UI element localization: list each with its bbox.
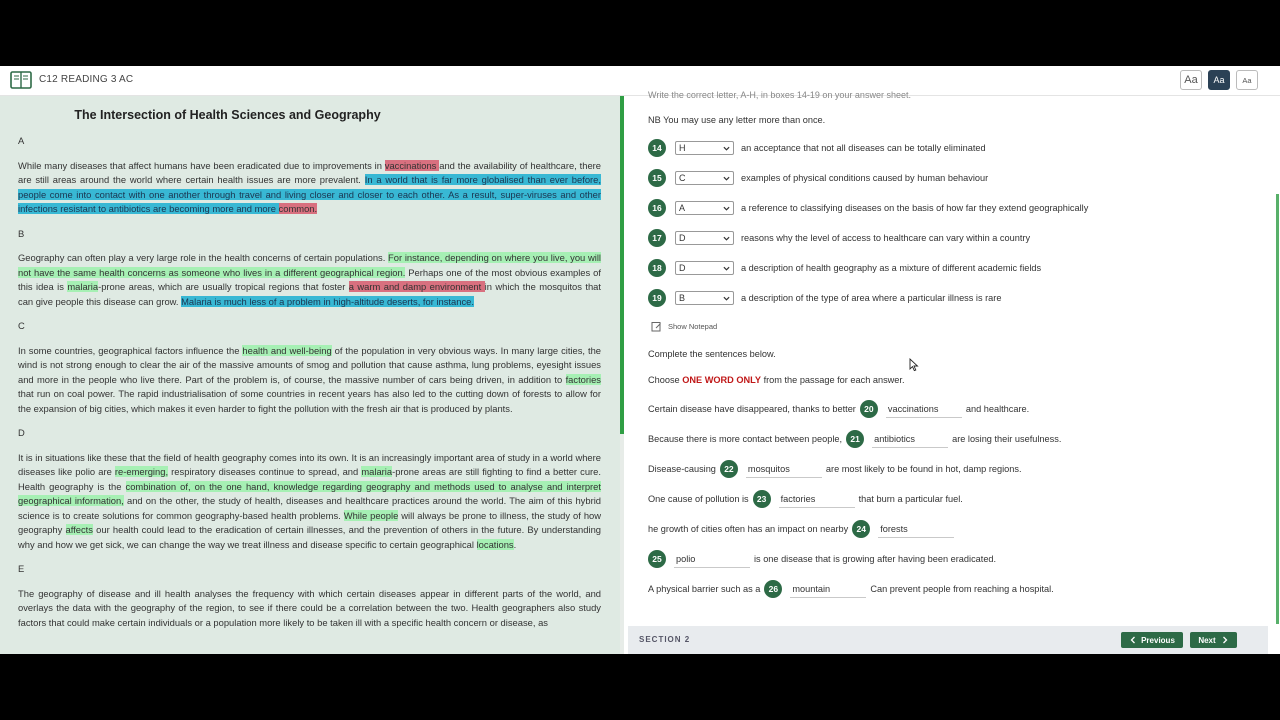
chevron-down-icon [723, 235, 730, 242]
question-number-badge: 16 [648, 199, 666, 217]
nb-note: NB You may use any letter more than once. [648, 115, 826, 125]
show-notepad-button[interactable] [651, 321, 717, 332]
answer-select[interactable]: D [675, 231, 734, 245]
matching-question-row [648, 289, 1001, 307]
highlight-red[interactable]: vaccinations [384, 159, 440, 171]
answer-input[interactable]: mountain [790, 581, 866, 598]
answer-select[interactable]: C [675, 171, 734, 185]
questions-pane[interactable] [626, 90, 1280, 654]
sentence-question-row: he growth of cities often has an impact on nearby 24 forests [648, 520, 958, 538]
section-letter-e: E [18, 563, 25, 574]
matching-question-row [648, 199, 1088, 217]
sentence-question-row: 25 polio is one disease that is growing after having been eradicated. [648, 550, 996, 568]
scrollbar[interactable] [1276, 194, 1279, 624]
pane-resize-handle[interactable] [620, 96, 624, 434]
answer-input[interactable]: polio [674, 551, 750, 568]
highlight-green[interactable]: health and well-being [242, 344, 332, 356]
paragraph-a: While many diseases that affect humans have been eradicated due to improvements in vaccinations and the availability of healthcare, there are still areas around the world where certain health issues are more prevalent. In a world that is far more globalised than ever before, people come into contact with one another through travel and living closer and closer to each other. As a result, super-viruses and other infections resistant to antibiotics are becoming more and more common. [18, 159, 601, 214]
question-number-badge: 19 [648, 289, 666, 307]
sentence-question-row: A physical barrier such as a 26 mountain Can prevent people from reaching a hospital. [648, 580, 1054, 598]
highlight-green[interactable]: malaria [361, 466, 393, 477]
highlight-green[interactable]: factories [565, 373, 601, 385]
previous-button[interactable]: Previous [1121, 632, 1183, 648]
question-text: a description of health geography as a mixture of different academic fields [741, 263, 1042, 273]
mouse-cursor-icon [909, 358, 919, 372]
section-label: SECTION 2 [639, 635, 691, 644]
sentence-question-row: Because there is more contact between people, 21 antibiotics are losing their usefulness. [648, 430, 1061, 448]
section-letter-a: A [18, 135, 25, 146]
question-text: a description of the type of area where a particular illness is rare [741, 293, 1002, 303]
question-text: a reference to classifying diseases on the basis of how far they extend geographically [741, 203, 1089, 213]
answer-input[interactable]: vaccinations [886, 401, 962, 418]
paragraph-e: The geography of disease and ill health analyses the frequency with which certain diseases appear in different parts of the world, and overlays the data with the geography of the region, to see if there could be a correlation between the two. Health geographers also study factors that could make certain individuals or a population more likely to be taken ill with a specific health concern or disease, as [18, 587, 601, 628]
highlight-green[interactable]: While people [343, 509, 399, 521]
font-size-large-button[interactable]: Aa [1180, 70, 1202, 90]
top-header [0, 66, 1280, 96]
sentence-question-row: Certain disease have disappeared, thanks to better 20 vaccinations and healthcare. [648, 400, 1029, 418]
highlight-red[interactable]: a warm and damp environment [348, 281, 485, 292]
chevron-down-icon [723, 295, 730, 302]
question-number-badge: 15 [648, 169, 666, 187]
answer-select[interactable]: A [675, 201, 734, 215]
highlight-green[interactable]: locations [476, 538, 514, 550]
matching-question-row [648, 169, 988, 187]
passage-title: The Intersection of Health Sciences and Geography [74, 108, 381, 122]
section-letter-d: D [18, 427, 25, 438]
paragraph-b: Geography can often play a very large role in the health concerns of certain populations. For instance, depending on where you live, you will not have the same health concerns as someone who lives in a different geographical region. Perhaps one of the most obvious examples of this idea is malaria-prone areas, which are usually tropical regions that foster a warm and damp environment in which the mosquitos that can give people this disease can grow. Malaria is much less of a problem in high-altitude deserts, for instance. [18, 252, 602, 307]
sentence-question-row: One cause of pollution is 23 factories that burn a particular fuel. [648, 490, 963, 508]
paragraph-d: It is in situations like these that the field of health geography comes into its own. It is an increasingly important area of study in a world where diseases like polio are re-emerging, respiratory diseases continue to spread, and malaria-prone areas are still fighting to find a better cure. Health geography is the combination of, on the one hand, knowledge regarding geography and methods used to analyse and interpret geographical information, and on the other, the study of health, diseases and healthcare practices around the world. The aim of this hybrid science is to create solutions for common geography-based health problems. While people will always be prone to illness, the study of how geography affects our health could lead to the eradication of certain illnesses, and the prevention of others in the future. By understanding why and how we get sick, we can change the way we treat illness and disease specific to certain geographical locations. [18, 451, 602, 550]
notepad-label: Show Notepad [668, 322, 718, 331]
passage-pane[interactable] [0, 96, 620, 654]
matching-question-row [648, 139, 986, 157]
next-button[interactable]: Next [1190, 632, 1237, 648]
question-number-badge: 24 [852, 520, 870, 538]
chevron-down-icon [723, 205, 730, 212]
highlight-green[interactable]: re-emerging, [114, 466, 169, 477]
highlight-red[interactable]: common. [278, 203, 318, 214]
highlight-green[interactable]: malaria [67, 281, 99, 292]
question-number-badge: 17 [648, 229, 666, 247]
question-text: an acceptance that not all diseases can be totally eliminated [741, 143, 986, 153]
question-text: examples of physical conditions caused by human behaviour [741, 173, 989, 183]
question-number-badge: 18 [648, 259, 666, 277]
chevron-down-icon [723, 265, 730, 272]
choose-instruction: Choose ONE WORD ONLY from the passage for each answer. [648, 375, 905, 385]
reading-test-app [0, 66, 1280, 654]
font-size-medium-button[interactable]: Aa [1208, 70, 1230, 90]
answer-select[interactable]: D [675, 261, 734, 275]
letterbox-top [0, 0, 1280, 66]
question-number-badge: 25 [648, 550, 666, 568]
chevron-left-icon [1129, 636, 1137, 644]
section-letter-c: C [18, 320, 25, 331]
book-icon [10, 70, 32, 90]
question-number-badge: 23 [753, 490, 771, 508]
app-title: C12 READING 3 AC [39, 74, 134, 85]
question-number-badge: 26 [764, 580, 782, 598]
instruction-cut: Write the correct letter, A-H, in boxes 14-19 on your answer sheet. [648, 90, 911, 100]
answer-select[interactable]: H [675, 141, 734, 155]
question-number-badge: 21 [846, 430, 864, 448]
section-footer [628, 626, 1268, 654]
complete-instruction: Complete the sentences below. [648, 349, 776, 359]
chevron-right-icon [1221, 636, 1229, 644]
word-limit: ONE WORD ONLY [682, 375, 762, 385]
highlight-green[interactable]: combination of, on the one hand, knowledge regarding geography and methods used to analyse and interpret geographical information, [18, 480, 601, 506]
pane-divider [620, 434, 624, 654]
sentence-question-row: Disease-causing 22 mosquitos are most likely to be found in hot, damp regions. [648, 460, 1022, 478]
answer-input[interactable]: factories [779, 491, 855, 508]
highlight-green[interactable]: For instance, depending on where you live, you will not have the same health concerns as someone who lives in a different geographical region. [18, 252, 601, 278]
question-number-badge: 22 [720, 460, 738, 478]
highlight-blue[interactable]: Malaria is much less of a problem in high-altitude deserts, for instance. [181, 295, 474, 307]
chevron-down-icon [723, 145, 730, 152]
highlight-blue[interactable]: In a world that is far more globalised than ever before, people come into contact with one another through travel and living closer and closer to each other. As a result, super-viruses and other infections resistant to antibiotics are becoming more and more [18, 174, 601, 214]
notepad-icon [651, 321, 662, 332]
answer-input[interactable]: mosquitos [746, 461, 822, 478]
paragraph-c: In some countries, geographical factors influence the health and well-being of the population in very obvious ways. In many large cities, the wind is not strong enough to clear the air of the massive amounts of smog and pollution that cause asthma, lung problems, eyesight issues and more in the people who live there. Part of the problem is, of course, the massive number of cars being driven, in addition to factories that run on coal power. The rapid industrialisation of some countries in recent years has also led to the cutting down of forests to allow for the expansion of big cities, which makes it even harder to fight the pollution with the fresh air that is produced by plants. [18, 344, 602, 414]
question-number-badge: 20 [860, 400, 878, 418]
matching-question-row [648, 259, 1041, 277]
question-number-badge: 14 [648, 139, 666, 157]
answer-input[interactable]: antibiotics [872, 431, 948, 448]
matching-question-row [648, 229, 1030, 247]
question-text: reasons why the level of access to healthcare can vary within a country [741, 233, 1031, 243]
font-size-small-button[interactable]: Aa [1236, 70, 1258, 90]
chevron-down-icon [723, 175, 730, 182]
passage-body [18, 134, 601, 640]
answer-input[interactable]: forests [878, 521, 954, 538]
answer-select[interactable]: B [675, 291, 734, 305]
letterbox-bottom [0, 654, 1280, 720]
section-letter-b: B [18, 227, 25, 239]
highlight-green[interactable]: affects [65, 524, 93, 535]
